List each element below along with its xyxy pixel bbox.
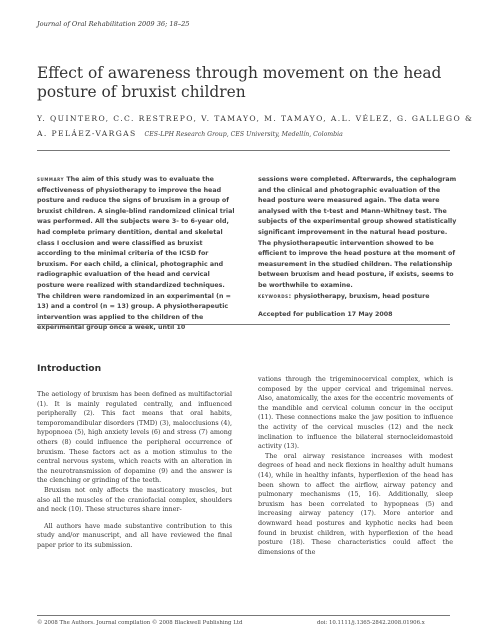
abstract-right-column [258, 175, 458, 321]
footer-divider [37, 615, 450, 616]
abstract-left-text [37, 175, 237, 334]
author-affiliation: CES-LPH Research Group, CES University, Medellín, Colombia [144, 131, 343, 138]
abstract-right-text: sessions were completed. Afterwards, the cephalogram and the clinical and photographic evaluation of the head posture were measured again. The data were analysed with the t-test and Mann–Whitney test. The subjects of the experimental group showed statistically significant improvement in the natural head posture. The physiotherapeutic intervention showed to be efficient to improve the head posture at the moment of measurement in the studied children. The relationship between bruxism and head posture, if exists, seems to be worthwhile to examine. [258, 176, 457, 289]
top-divider [37, 150, 450, 151]
keywords-label: keywords: [258, 292, 292, 300]
abstract-label: summary [37, 176, 65, 183]
paragraph: vations through the trigeminocervical complex, which is composed by the upper cervical and trigeminal nerves. Also, anatomically, the axes for the eccentric movements of the mandible and cervical column concur in the occiput (11). These connections make the jaw position to influence the activity of the cervical muscles (12) and the neck inclination to influence the bilateral sternocleidomastoid activity (13). [258, 375, 453, 451]
section-divider [37, 324, 450, 325]
body-left-column [37, 390, 232, 551]
article-title: Effect of awareness through movement on the head posture of bruxist children [37, 64, 442, 101]
keywords-line [258, 292, 458, 303]
section-heading-introduction: Introduction [37, 363, 102, 374]
copyright-notice: © 2008 The Authors. Journal compilation © 2008 Blackwell Publishing Ltd [37, 620, 243, 626]
journal-header: Journal of Oral Rehabilitation 2009 36; 18–25 [37, 20, 190, 28]
author-block [37, 111, 477, 142]
contribution-note: All authors have made substantive contribution to this study and/or manuscript, and all have reviewed the final paper prior to its submission. [37, 521, 232, 549]
body-right-column [258, 375, 453, 557]
paragraph: Bruxism not only affects the masticatory muscles, but also all the muscles of the craniofacial complex, shoulders and neck (10). These structures share inner- [37, 485, 232, 514]
abstract-left-column [37, 175, 237, 334]
paragraph: The aetiology of bruxism has been defined as multifactorial (1). It is mainly regulated centrally, and influenced peripherally (2). This fact means that oral habits, temporomandibular disorders (TMD) (3), malocclusions (4), hypopnoea (5), high anxiety levels (6) and stress (7) among others (8) could influence the peripheral occurrence of bruxism. These factors act as a motion stimulus to the central nervous system, which reacts with an alteration in the neurotransmission of dopamine (9) and the answer is the clenching or grinding of the teeth. [37, 390, 232, 485]
doi-link[interactable]: doi: 10.1111/j.1365-2842.2008.01906.x [317, 620, 425, 626]
abstract-left-body: The aim of this study was to evaluate the effectiveness of physiotherapy to improve the head posture and reduce the signs of bruxism in a group of bruxist children. A single-blind randomized clinical trial was performed. All the subjects were 3- to 6-year old, had complete primary dentition, dental and skeletal class I occlusion and were classified as bruxist according to the minimal criteria of the ICSD for bruxism. For each child, a clinical, photographic and radiographic evaluation of the head and cervical posture were realized with standardized techniques. The children were randomized in an experimental (n = 13) and a control (n = 13) group. A physiotherapeutic intervention was applied to the children of the experimental group once a week, until 10 [37, 176, 235, 332]
accepted-date: Accepted for publication 17 May 2008 [258, 311, 393, 319]
paragraph: The oral airway resistance increases with modest degrees of head and neck flexions in healthy adult humans (14), while in healthy infants, hyperflexion of the head has been shown to affect the airflow, airway patency and pulmonary mechanisms (15, 16). Additionally, sleep bruxism has been correlated to hypopneas (5) and increasing airway patency (17). More anterior and downward head postures and kyphotic necks had been found in bruxist children, with hyperflexion of the head posture (18). These characteristics could affect the dimensions of the [258, 451, 453, 556]
author-list: Y. QUINTERO, C.C. RESTREPO, V. TAMAYO, M. TAMAYO, A.L. VÉLEZ, G. GALLEGO & A. PELÁEZ-VARGAS [37, 114, 474, 138]
keywords-text: physiotherapy, bruxism, head posture [293, 292, 430, 300]
